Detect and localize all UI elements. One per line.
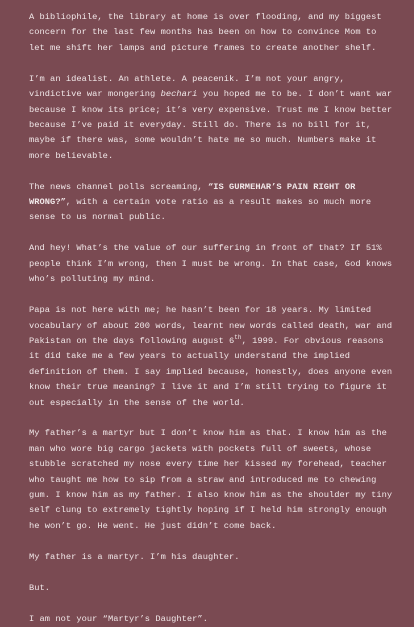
paragraph-closing: [29, 612, 393, 627]
paragraph-suffering: [29, 241, 393, 287]
paragraph-papa: [29, 303, 393, 411]
paragraph-martyr-daughter: [29, 550, 393, 565]
poll-headline: “IS GURMEHAR’S PAIN RIGHT OR WRONG?”: [29, 181, 356, 208]
paragraph-text: Papa is not here with me; he hasn’t been for 18 years. My limited vocabulary of about 200 words, learnt new words called death, war and Pakistan on the days following august 6: [29, 305, 393, 346]
paragraph-text: I am not your “Martyr’s Daughter”.: [29, 613, 208, 624]
ordinal-suffix: th: [234, 334, 242, 342]
paragraph-text: you hoped me to be. I don’t want war because I know its price; it’s very expensive. Trust me I know better because I’ve paid it everyday. Still do. There is no bill for it, maybe if there was, some wouldn’t hate me so much. Numbers make it more believable.: [29, 89, 393, 161]
paragraph-text: I’m an idealist. An athlete. A peacenik. I’m not your angry, vindictive war mongering: [29, 73, 345, 100]
paragraph-text: But.: [29, 582, 51, 593]
paragraph-text: My father is a martyr. I’m his daughter.: [29, 551, 240, 562]
paragraph-but: [29, 581, 393, 596]
paragraph-text: , 1999. For obvious reasons it did take me a few years to actually understand the implied definition of them. I say implied because, honestly, does anyone even know their true meaning? I live it and I’m still trying to figure it out especially in the sense of the world.: [29, 335, 393, 408]
italic-word-bechari: bechari: [160, 89, 198, 100]
paragraph-text: The news channel polls screaming,: [29, 181, 208, 192]
paragraph-news-poll: [29, 180, 393, 226]
paragraph-idealist: [29, 72, 393, 164]
paragraph-text: A bibliophile, the library at home is over flooding, and my biggest concern for the last few months has been on how to convince Mom to let me shift her lamps and picture frames to create another shelf.: [29, 12, 382, 53]
paragraph-text: And hey! What’s the value of our suffering in front of that? If 51% people think I’m wrong, then I must be wrong. In that case, God knows who’s polluting my mind.: [29, 243, 393, 285]
paragraph-bibliophile: [29, 10, 393, 56]
paragraph-text: My father’s a martyr but I don’t know him as that. I know him as the man who wore big cargo jackets with pockets full of sweets, whose stubble scratched my nose every time her kissed my forehead, teacher who taught me how to sip from a straw and introduced me to chewing gum. I know him as my father. I also know him as the shoulder my tiny self clung to extremely tightly hoping if I held him strongly enough he won’t go. He went. He just didn’t come back.: [29, 428, 393, 531]
paragraph-text: , with a certain vote ratio as a result makes so much more sense to us normal public.: [29, 197, 372, 223]
paragraph-father-memories: [29, 426, 393, 534]
